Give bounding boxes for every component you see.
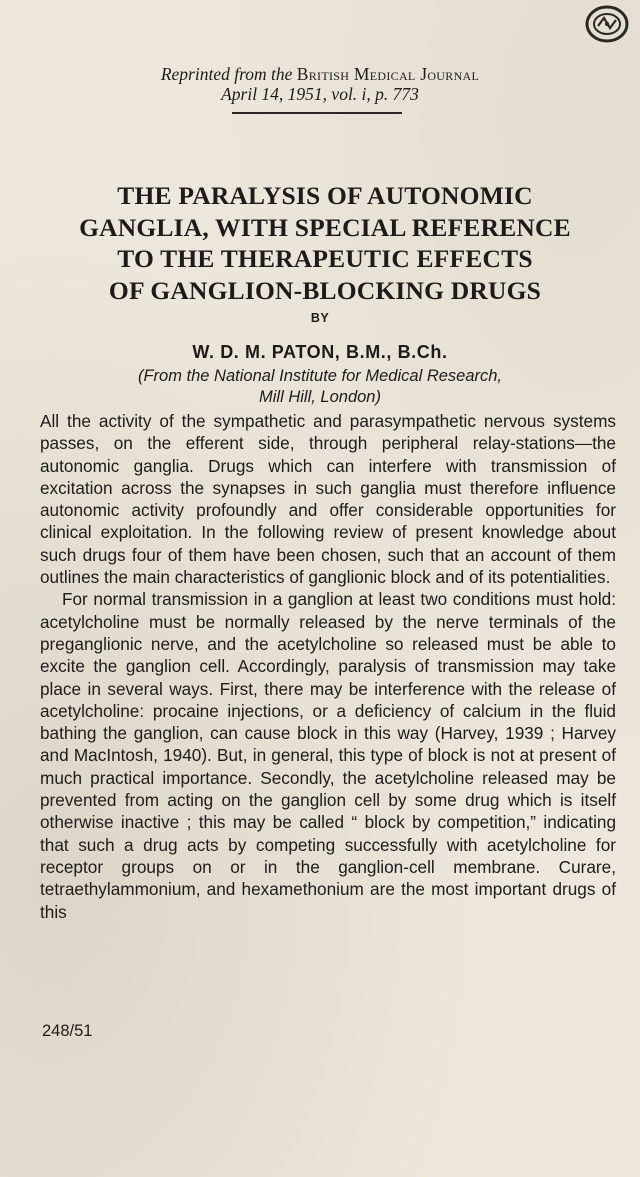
title-line: TO THE THERAPEUTIC EFFECTS <box>117 244 533 273</box>
author-name: W. D. M. PATON, B.M., B.Ch. <box>192 342 448 362</box>
header-rule <box>232 112 402 114</box>
reprint-source-line <box>0 64 640 84</box>
affiliation-line: (From the National Institute for Medical Research, <box>137 367 503 385</box>
byline-label: BY <box>310 311 330 325</box>
author-affiliation <box>0 366 640 408</box>
stamp-seal-icon <box>584 4 630 44</box>
title-line: GANGLIA, WITH SPECIAL REFERENCE <box>79 212 571 242</box>
reprint-prefix: Reprinted from the <box>160 64 297 84</box>
affiliation-line: Mill Hill, London) <box>259 388 381 406</box>
article-body <box>40 410 616 923</box>
body-paragraph: For normal transmission in a ganglion at least two conditions must hold: acetylcholine must be normally released by the nerve terminals of the preganglionic nerve, and the acetylcholine so released must be able to excite the ganglion cell. Accordingly, paralysis of transmission may take place in several ways. First, there may be interference with the release of acetylcholine: procaine injections, or a deficiency of calcium in the fluid bathing the ganglion, can cause block in this way (Harvey, 1939 ; Harvey and MacIntosh, 1940). But, in general, this type of block is not at present of much practical importance. Secondly, the acetylcholine released may be prevented from acting on the ganglion cell by some drug which is itself otherwise inactive ; this may be called “ block by competition,” indicating that such a drug acts by competing successfully with acetylcholine for receptor groups on or in the ganglion-cell membrane. Curare, tetraethylammonium, and hexamethonium are the most important drugs of this <box>40 589 616 922</box>
body-paragraph: All the activity of the sympathetic and parasympathetic nervous systems passes, on the efferent side, through peripheral relay-stations—the autonomic ganglia. Drugs which can interfere with transmission of excitation across the synapses in such ganglia must therefore influence autonomic activity profoundly and offer considerable opportunities for clinical exploitation. In the following review of present knowledge about such drugs four of them have been chosen, such that an account of them outlines the main characteristics of ganglionic block and of its potentialities. <box>40 411 616 588</box>
title-line: THE PARALYSIS OF AUTONOMIC <box>117 181 533 210</box>
article-title <box>40 180 610 306</box>
print-code: 248/51 <box>42 1022 93 1040</box>
journal-name: British Medical Journal <box>296 64 480 84</box>
title-line: OF GANGLION-BLOCKING DRUGS <box>108 275 542 305</box>
library-stamp <box>582 4 632 44</box>
citation-line: April 14, 1951, vol. i, p. 773 <box>221 84 419 104</box>
